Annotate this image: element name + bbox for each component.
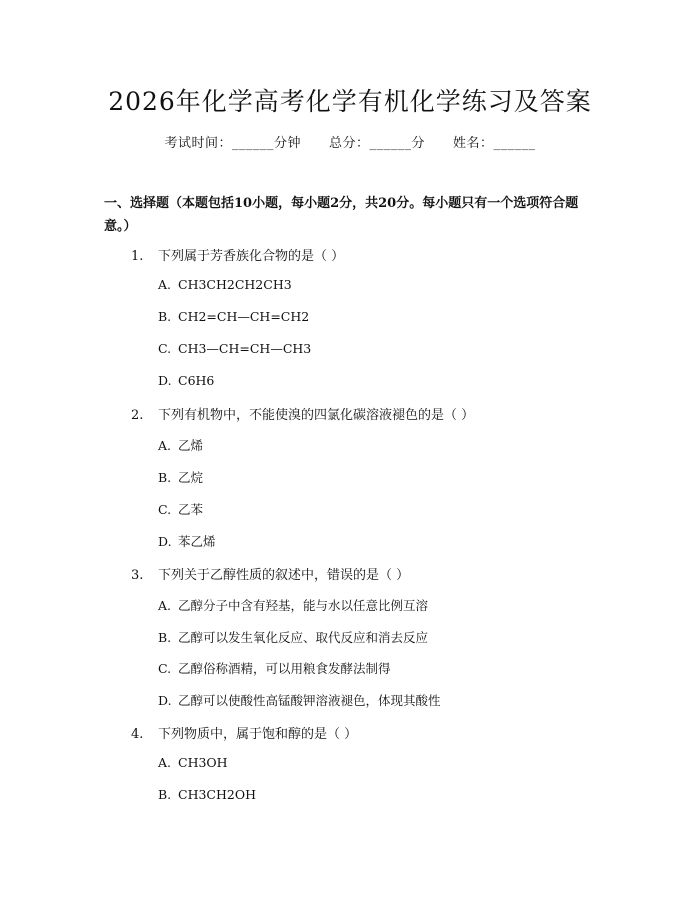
option-3d [158,691,441,709]
question-text: 下列属于芳香族化合物的是（ ） [158,249,345,264]
question-number: 2. [131,408,144,423]
option-1d [158,373,214,388]
option-2b [158,468,203,486]
option-letter: C. [158,661,172,676]
page-title: 2026年化学高考化学有机化学练习及答案 [108,87,592,116]
option-4a [158,755,228,770]
question-3 [131,564,409,583]
option-letter: D. [158,373,172,388]
option-3c [158,659,391,677]
option-text: 乙醇可以发生氧化反应、取代反应和消去反应 [178,630,429,645]
exam-info-line [0,132,700,151]
option-text: 乙醇可以使酸性高锰酸钾溶液褪色，体现其酸性 [178,693,441,708]
option-text: 乙醇俗称酒精，可以用粮食发酵法制得 [178,661,391,676]
option-letter: C. [158,502,172,517]
total-score-field: 总分：______分 [328,136,425,151]
question-text: 下列有机物中，不能使溴的四氯化碳溶液褪色的是（ ） [158,408,475,423]
option-letter: B. [158,630,172,645]
option-letter: A. [158,755,172,770]
option-text: C6H6 [178,373,215,388]
option-letter: A. [158,438,172,453]
option-text: 乙苯 [178,502,204,517]
option-text: 乙烷 [178,470,204,485]
question-number: 1. [131,249,144,264]
option-letter: C. [158,341,172,356]
question-text: 下列物质中，属于饱和醇的是（ ） [158,727,358,742]
question-1 [131,245,344,264]
name-field: 姓名：______ [453,136,536,151]
option-3b [158,628,428,646]
question-2 [131,404,474,423]
option-text: CH3CH2OH [178,787,256,802]
option-letter: B. [158,470,172,485]
question-text: 下列关于乙醇性质的叙述中，错误的是（ ） [158,568,410,583]
option-letter: A. [158,598,172,613]
question-number: 3. [131,568,144,583]
option-text: 乙醇分子中含有羟基，能与水以任意比例互溶 [178,598,429,613]
option-2d [158,532,216,550]
question-4 [131,723,357,742]
option-text: 苯乙烯 [178,534,216,549]
option-4b [158,787,256,802]
option-2a [158,436,203,454]
option-letter: B. [158,309,172,324]
option-2c [158,500,203,518]
exam-time-field: 考试时间：______分钟 [164,136,301,151]
option-text: CH3—CH=CH—CH3 [178,341,312,356]
option-letter: D. [158,534,172,549]
section-heading: 一、选择题（本题包括10小题，每小题2分，共20分。每小题只有一个选项符合题意。） [104,196,579,234]
option-letter: D. [158,693,172,708]
option-text: CH3OH [178,755,228,770]
option-text: 乙烯 [178,438,204,453]
option-1b [158,309,309,324]
option-1a [158,277,292,292]
option-1c [158,341,311,356]
option-letter: A. [158,277,172,292]
option-text: CH3CH2CH2CH3 [178,277,292,292]
option-text: CH2=CH—CH=CH2 [178,309,310,324]
option-3a [158,596,428,614]
question-number: 4. [131,727,144,742]
option-letter: B. [158,787,172,802]
